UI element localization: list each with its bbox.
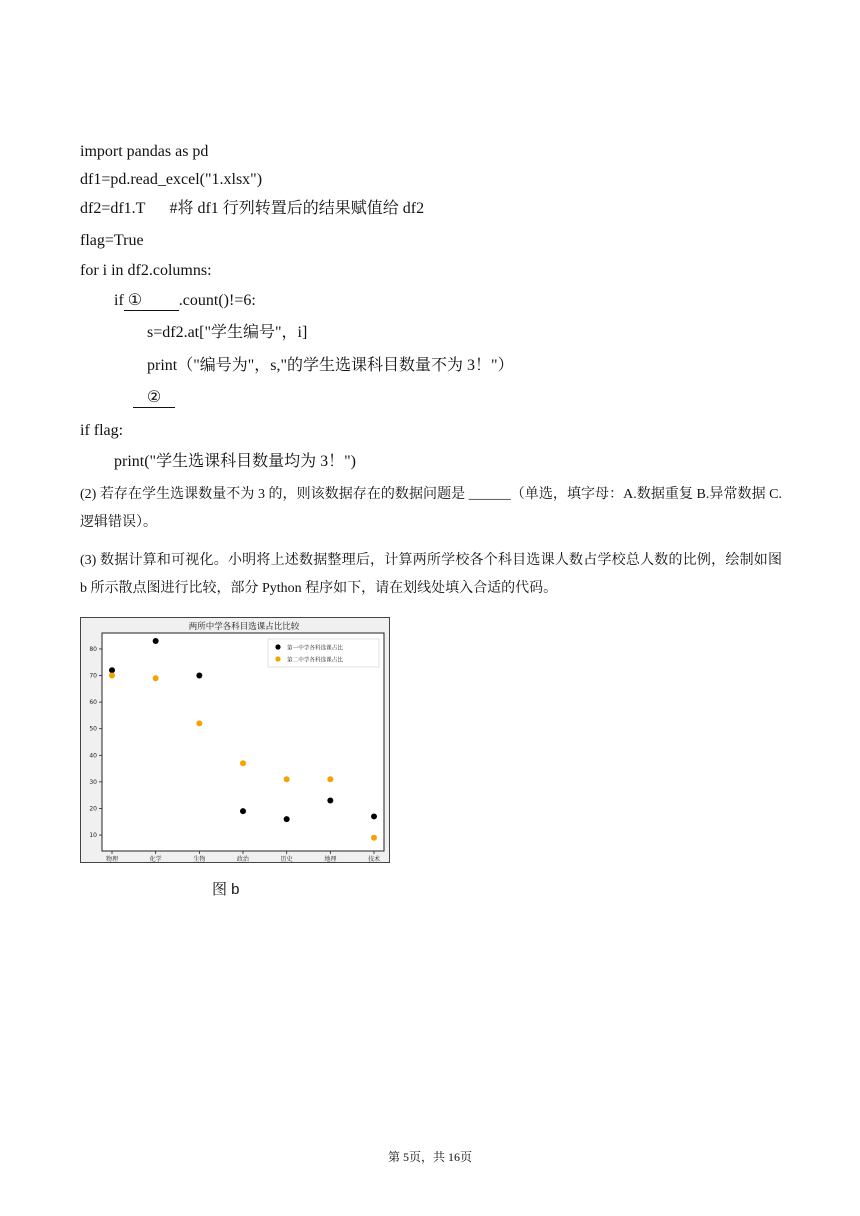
code-comment: #将 df1 行列转置后的结果赋值给 df2 — [169, 200, 425, 217]
x-tick-label: 生物 — [193, 856, 206, 863]
code-count-expr: .count()!=6: — [178, 292, 256, 309]
y-tick-label: 80 — [89, 645, 97, 653]
x-tick-label: 地理 — [324, 856, 337, 863]
y-tick-label: 60 — [89, 699, 97, 707]
data-point-series-1 — [109, 667, 115, 673]
code-line-1: import pandas as pd — [80, 143, 209, 160]
question-2: (2) 若存在学生选课数量不为 3 的，则该数据存在的数据问题是 ______（单选，填字母：A.数据重复 B.异常数据 C.逻辑错误）。 — [80, 487, 782, 530]
code-line-2: df1=pd.read_excel("1.xlsx") — [80, 171, 263, 188]
code-line-4: flag=True — [80, 232, 144, 249]
y-tick-label: 40 — [89, 752, 97, 760]
data-point-series-1 — [371, 813, 377, 819]
legend-label-2: 第二中学各科选课占比 — [287, 657, 343, 664]
data-point-series-2 — [153, 675, 159, 681]
scatter-chart-svg — [80, 617, 390, 863]
code-line-8: print（"编号为"，s,"的学生选课科目数量不为 3！"） — [147, 357, 514, 374]
data-point-series-2 — [109, 673, 115, 679]
x-tick-label: 物理 — [105, 856, 119, 863]
y-tick-label: 10 — [89, 832, 97, 840]
data-point-series-1 — [327, 797, 333, 803]
blank-2: ② — [133, 389, 175, 408]
code-line-3 — [80, 199, 424, 219]
y-tick-label: 70 — [89, 672, 97, 680]
data-point-series-2 — [327, 776, 333, 782]
code-line-9 — [133, 388, 175, 408]
code-line-6 — [114, 291, 256, 311]
code-line-10: if flag: — [80, 422, 124, 439]
x-tick-label: 历史 — [280, 856, 293, 863]
blank-1: ① — [124, 292, 179, 311]
chart-legend — [268, 639, 379, 667]
code-line-5: for i in df2.columns: — [80, 262, 212, 279]
code-if-keyword: if — [114, 292, 124, 309]
x-tick-label: 政治 — [236, 856, 250, 863]
data-point-series-1 — [153, 638, 159, 644]
legend-label-1: 第一中学各科选课占比 — [287, 645, 343, 652]
scatter-chart — [80, 617, 390, 863]
figure-caption: 图 b — [212, 881, 240, 898]
x-tick-label: 化学 — [149, 856, 162, 863]
data-point-series-2 — [240, 760, 246, 766]
data-point-series-1 — [196, 673, 202, 679]
code-line-11: print("学生选课科目数量均为 3！") — [114, 453, 356, 470]
data-point-series-2 — [371, 835, 377, 841]
legend-marker-2 — [275, 656, 280, 661]
page-footer: 第 5页，共 16页 — [387, 1150, 472, 1164]
code-line-7: s=df2.at["学生编号"，i] — [147, 324, 308, 341]
y-tick-label: 50 — [89, 725, 97, 733]
data-point-series-2 — [196, 720, 202, 726]
question-3: (3) 数据计算和可视化。小明将上述数据整理后，计算两所学校各个科目选课人数占学校总人数的比例，绘制如图 b 所示散点图进行比较，部分 Python 程序如下，请在划线处填入合适的代码。 — [80, 553, 782, 596]
y-tick-label: 30 — [89, 778, 97, 786]
x-tick-label: 技术 — [367, 856, 381, 863]
data-point-series-2 — [284, 776, 290, 782]
legend-marker-1 — [275, 644, 280, 649]
data-point-series-1 — [284, 816, 290, 822]
code-statement: df2=df1.T — [80, 200, 146, 217]
data-point-series-1 — [240, 808, 246, 814]
chart-title: 两所中学各科目选课占比比较 — [188, 622, 300, 632]
y-tick-label: 20 — [89, 805, 97, 813]
